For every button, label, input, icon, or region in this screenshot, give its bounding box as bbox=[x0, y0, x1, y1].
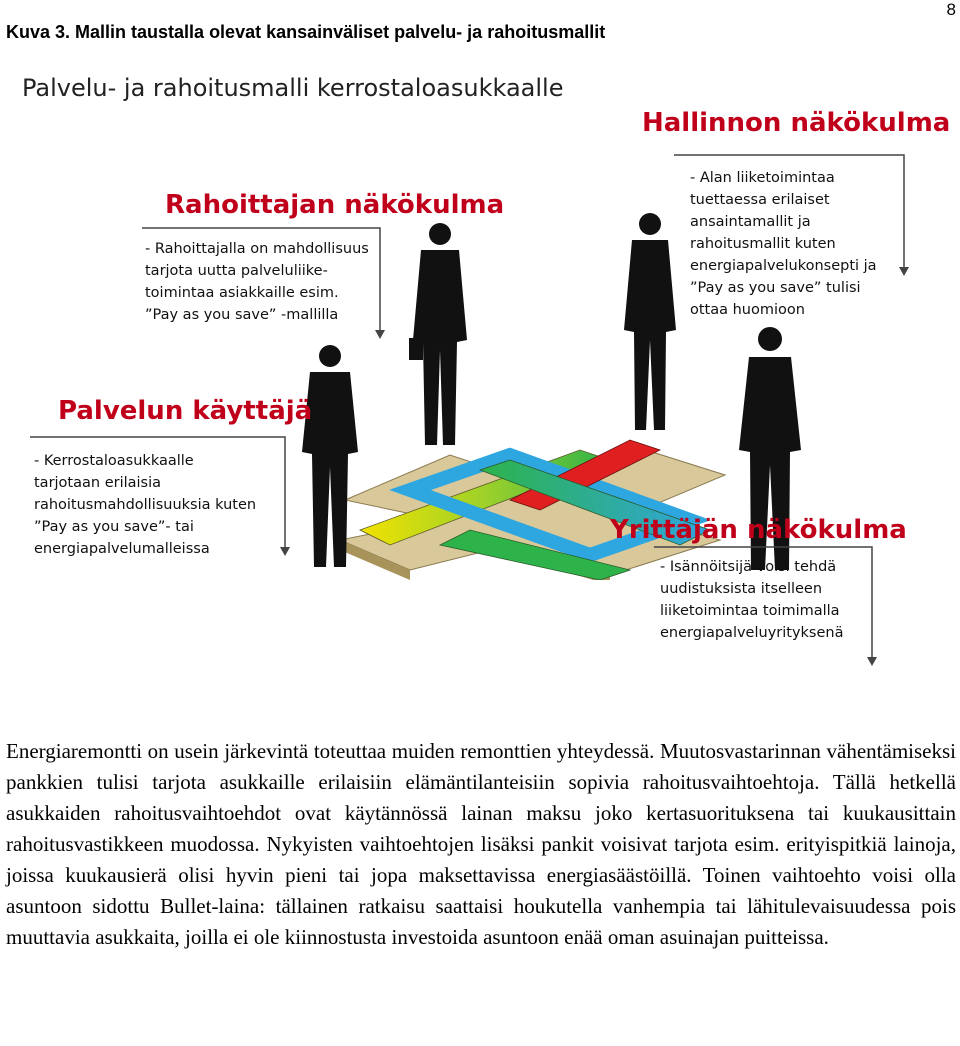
financier-line: toimintaa asiakkaille esim. bbox=[145, 285, 339, 301]
financier-line: tarjota uutta palveluliike- bbox=[145, 263, 328, 279]
entrepreneur-title: Yrittäjän näkökulma bbox=[610, 515, 907, 545]
user-line: - Kerrostaloasukkaalle bbox=[34, 453, 194, 469]
user-line: energiapalvelumalleissa bbox=[34, 541, 210, 557]
body-paragraph bbox=[6, 736, 956, 953]
user-line: rahoitusmahdollisuuksia kuten bbox=[34, 497, 257, 513]
financier-arrow bbox=[140, 226, 390, 341]
user-line: ”Pay as you save”- tai bbox=[34, 519, 194, 535]
entrepreneur-line: liiketoimintaa toimimalla bbox=[660, 603, 840, 619]
administration-line: rahoitusmallit kuten bbox=[690, 236, 836, 252]
entrepreneur-line: - Isännöitsijä voisi tehdä bbox=[660, 559, 837, 575]
administration-line: ”Pay as you save” tulisi bbox=[690, 280, 861, 296]
entrepreneur-line: uudistuksista itselleen bbox=[660, 581, 823, 597]
silhouette-user bbox=[300, 342, 360, 572]
body-paragraph-text: Energiaremontti on usein järkevintä toteuttaa muiden remonttien yhteydessä. Muutosvastarinnan vähentämiseksi pankkien tulisi tarjota asukkaille erilaisiin elämäntilanteisiin sopivia rahoitusvaihtoehtoja. Tällä hetkellä asukkaiden rahoitusvaihtoehdot ovat käytännössä lainan maksu joko kertasuorituksena tai kuukausittain rahoitusvastikkeen muodossa. Nykyisten vaihtoehtojen lisäksi pankit voisivat tarjota esim. erityispitkiä lainoja, joissa kuukausierä olisi hyvin pieni tai jopa maksettavissa energiasäästöillä. Toinen vaihtoehto voisi olla asuntoon sidottu Bullet-laina: tällainen ratkaisu saattaisi houkutella vanhempia tai lähitulevaisuudessa pois muuttavia asukkaita, joilla ei ole kiinnostusta investoida asuntoon enää oman asuinajan puitteissa. bbox=[6, 739, 956, 949]
entrepreneur-arrow bbox=[652, 545, 882, 670]
administration-line: energiapalvelukonsepti ja bbox=[690, 258, 877, 274]
user-title: Palvelun käyttäjä bbox=[58, 396, 313, 426]
page-number: 8 bbox=[946, 0, 956, 19]
figure bbox=[0, 60, 960, 700]
user-line: tarjotaan erilaisia bbox=[34, 475, 162, 491]
entrepreneur-line: energiapalveluyrityksenä bbox=[660, 625, 844, 641]
administration-line: tuettaessa erilaiset bbox=[690, 192, 830, 208]
administration-title: Hallinnon näkökulma bbox=[642, 108, 951, 138]
financier-line: ”Pay as you save” -mallilla bbox=[145, 307, 339, 323]
financier-line: - Rahoittajalla on mahdollisuus bbox=[145, 241, 369, 257]
figure-title: Palvelu- ja rahoitusmalli kerrostaloasukkaalle bbox=[22, 74, 564, 102]
financier-title: Rahoittajan näkökulma bbox=[165, 190, 505, 220]
administration-line: ottaa huomioon bbox=[690, 302, 805, 318]
silhouette-financier bbox=[405, 220, 475, 450]
user-arrow bbox=[28, 435, 298, 560]
administration-line: ansaintamallit ja bbox=[690, 214, 811, 230]
administration-arrow bbox=[672, 153, 912, 278]
silhouette-administration bbox=[620, 210, 680, 435]
figure-caption: Kuva 3. Mallin taustalla olevat kansainväliset palvelu- ja rahoitusmallit bbox=[6, 22, 606, 42]
administration-line: - Alan liiketoimintaa bbox=[690, 170, 835, 186]
